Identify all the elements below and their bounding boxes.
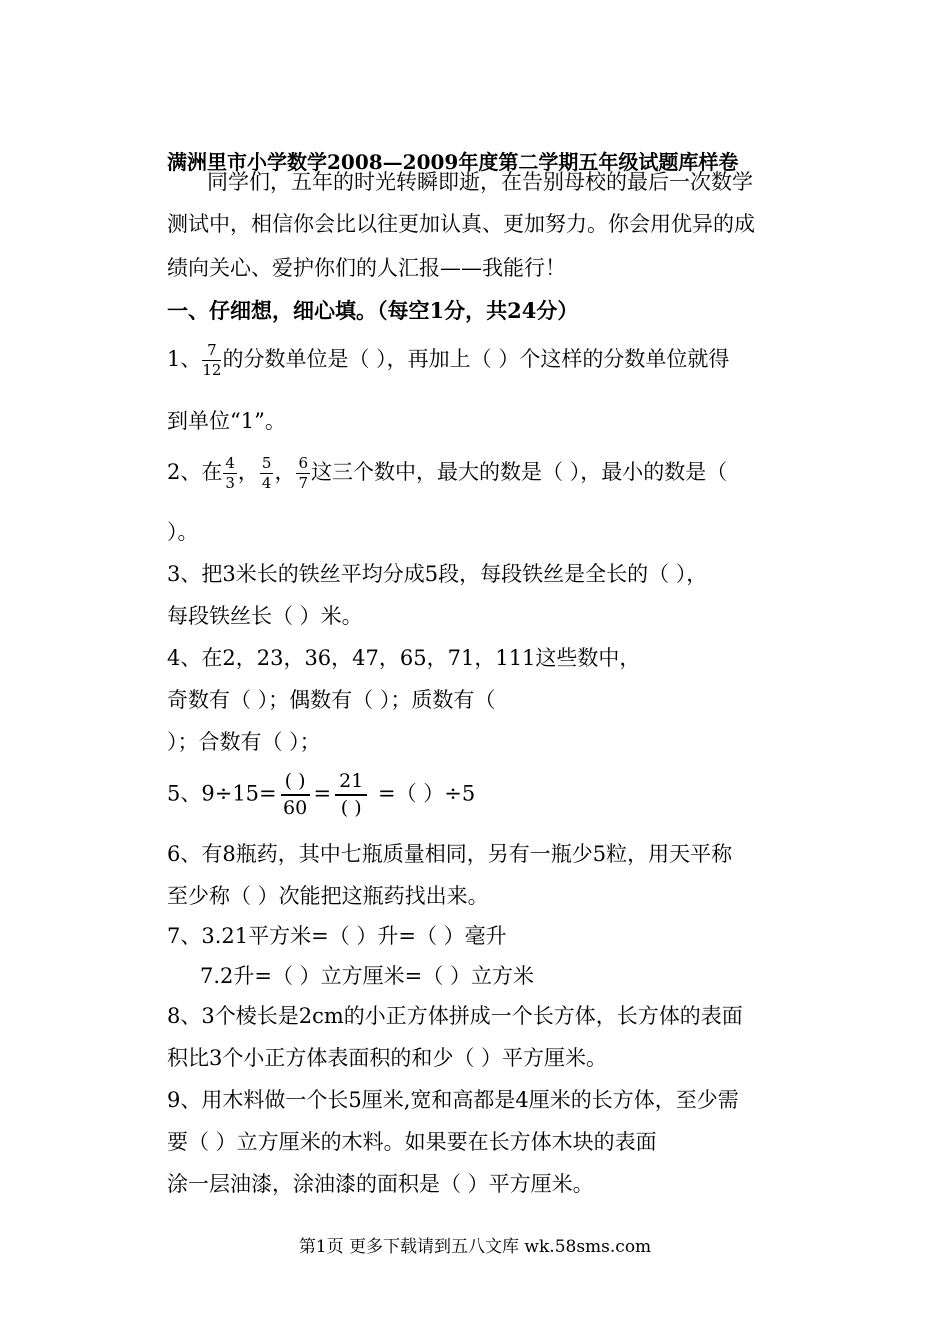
question-6-line-1: 6、有8瓶药，其中七瓶质量相同，另有一瓶少5粒，用天平称: [167, 842, 733, 866]
question-2-prefix: 2、在: [167, 460, 223, 484]
fraction-numerator: 6: [298, 454, 309, 472]
question-9-line-1: 9、用木料做一个长5厘米,宽和高都是4厘米的长方体，至少需: [167, 1088, 739, 1112]
question-2-line-1: [167, 456, 727, 491]
question-2-text: 这三个数中，最大的数是（ ），最小的数是（: [311, 460, 728, 484]
fraction-denominator: 60: [282, 797, 308, 819]
fraction-denominator: 12: [202, 361, 222, 379]
question-2-line-2: ）。: [167, 520, 199, 544]
fraction-4-3: [223, 456, 237, 491]
fraction-denominator: 3: [225, 474, 235, 492]
question-3-line-1: 3、把3米长的铁丝平均分成5段，每段铁丝是全长的（ ），: [167, 562, 708, 586]
page-footer: 第1页 更多下载请到五八文库 wk.58sms.com: [298, 1237, 652, 1257]
question-5-text: =（ ）÷5: [371, 781, 476, 806]
section-heading: 一、仔细想，细心填。（每空1分，共24分）: [167, 298, 579, 323]
question-3-line-2: 每段铁丝长（ ）米。: [167, 604, 363, 628]
fraction-6-7: [296, 456, 310, 491]
question-1-line-1: [167, 343, 729, 378]
intro-line-3: 绩向关心、爱护你们的人汇报——我能行！: [167, 256, 566, 280]
question-4-line-1: 4、在2，23，36，47，65，71，111这些数中，: [167, 646, 641, 670]
question-8-line-2: 积比3个小正方体表面积的和少（ ）平方厘米。: [167, 1046, 608, 1070]
equals-sign: =: [313, 781, 332, 806]
intro-line-2: 测试中，相信你会比以往更加认真、更加努力。你会用优异的成: [167, 212, 755, 236]
fraction-numerator: 4: [225, 454, 235, 472]
fraction-5-4: [260, 456, 274, 491]
separator: ，: [274, 460, 296, 484]
fraction-denominator: ( ): [340, 797, 362, 819]
fraction-numerator: 7: [202, 343, 221, 361]
question-7-line-1: 7、3.21平方米=（ ）升=（ ）毫升: [167, 924, 507, 948]
question-8-line-1: 8、3个棱长是2cm的小正方体拼成一个长方体，长方体的表面: [167, 1004, 743, 1028]
fraction-numerator: 21: [335, 772, 367, 796]
fraction-denominator: 4: [261, 474, 272, 492]
question-5-prefix: 5、9÷15=: [167, 781, 277, 806]
question-9-line-3: 涂一层油漆，涂油漆的面积是（ ）平方厘米。: [167, 1172, 594, 1196]
page-title: 满洲里市小学数学2008—2009年度第二学期五年级试题库样卷: [167, 150, 739, 174]
question-4-line-3: ）；合数有（ ）；: [167, 730, 321, 754]
question-1-number: 1、: [167, 347, 202, 371]
separator: ，: [237, 460, 259, 484]
fraction-denominator: 7: [298, 474, 309, 492]
fraction-21-blank: [335, 772, 367, 818]
fraction-numerator: 5: [261, 454, 272, 472]
fraction-blank-60: [281, 772, 310, 818]
question-7-line-2: 7.2升=（ ）立方厘米=（ ）立方米: [200, 964, 534, 988]
question-9-line-2: 要（ ）立方厘米的木料。如果要在长方体木块的表面: [167, 1130, 657, 1154]
question-5-line: [167, 772, 475, 818]
question-4-line-2: 奇数有（ ）；偶数有（ ）；质数有（: [167, 688, 496, 712]
question-1-line-2: 到单位“1”。: [167, 409, 286, 433]
fraction-7-12: [202, 343, 221, 378]
question-1-text: 的分数单位是（ ），再加上（ ）个这样的分数单位就得: [222, 347, 730, 371]
question-6-line-2: 至少称（ ）次能把这瓶药找出来。: [167, 884, 489, 908]
fraction-numerator: ( ): [281, 772, 310, 796]
intro-line-1: 同学们，五年的时光转瞬即逝，在告别母校的最后一次数学: [207, 170, 753, 194]
